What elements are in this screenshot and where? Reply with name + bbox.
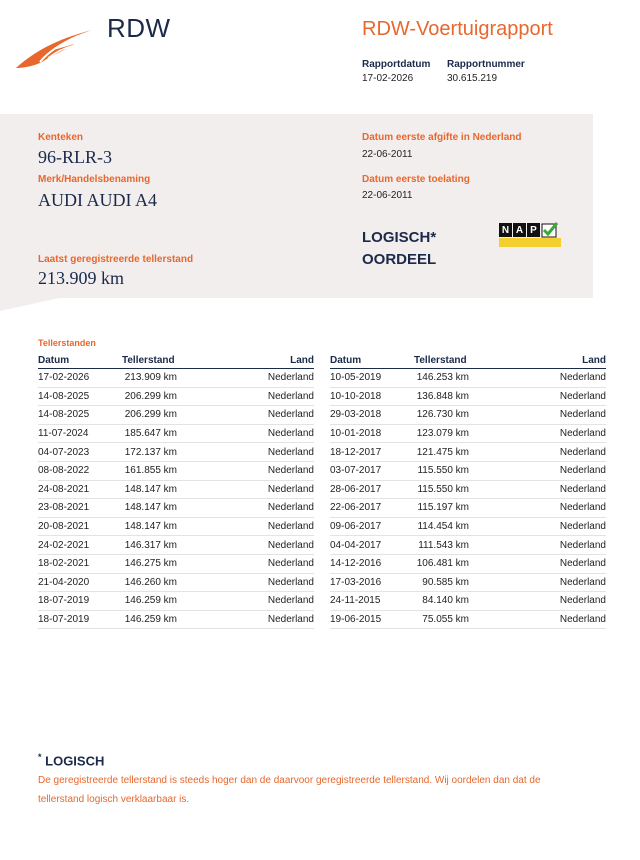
mileage-label: Laatst geregistreerde tellerstand [38,254,194,265]
table-row [38,592,314,611]
row-land: Nederland [559,576,606,588]
table-row [330,462,606,481]
row-land: Nederland [267,446,314,458]
odometer-table-title: Tellerstanden [38,338,96,348]
table-row [38,555,314,574]
table-row [330,574,606,593]
nap-letter: N [499,223,512,237]
row-stand: 90.585 km [422,576,469,588]
row-date: 20-08-2021 [38,521,90,533]
table-row [330,388,606,407]
row-stand: 146.260 km [124,576,177,588]
row-date: 04-04-2017 [330,539,382,551]
table-row [330,592,606,611]
table-row [330,555,606,574]
row-land: Nederland [559,409,606,421]
table-row [330,481,606,500]
report-number-label: Rapportnummer [447,59,525,70]
footnote-title [38,752,104,768]
row-land: Nederland [267,428,314,440]
row-stand: 185.647 km [124,428,177,440]
row-date: 18-12-2017 [330,446,382,458]
row-land: Nederland [559,390,606,402]
row-stand: 84.140 km [422,595,469,607]
row-date: 11-07-2024 [38,428,89,440]
row-stand: 115.550 km [417,483,469,495]
report-title: RDW-Voertuigrapport [362,18,553,40]
report-date-label: Rapportdatum [362,59,431,70]
table-row [330,611,606,630]
row-land: Nederland [559,465,606,477]
row-date: 10-10-2018 [330,390,382,402]
table-row [38,611,314,630]
row-date: 23-08-2021 [38,502,90,514]
row-date: 17-03-2016 [330,576,382,588]
row-stand: 126.730 km [416,409,469,421]
odometer-table-left [38,355,314,629]
table-row [330,425,606,444]
row-stand: 111.543 km [418,539,469,551]
row-stand: 213.909 km [124,372,177,384]
row-date: 14-08-2025 [38,409,90,421]
plate-label: Kenteken [38,132,84,143]
row-date: 24-11-2015 [330,595,381,607]
footnote-text: De geregistreerde tellerstand is steeds hoger dan de daarvoor geregistreerde tellerstand. Wij oordelen dan dat de tellerstand logisch verklaarbaar is. [38,775,541,805]
row-stand: 146.253 km [416,372,469,384]
report-number-value: 30.615.219 [447,73,498,84]
row-stand: 75.055 km [422,614,469,626]
row-stand: 115.550 km [417,465,469,477]
row-land: Nederland [559,521,606,533]
row-date: 28-06-2017 [330,483,382,495]
row-date: 04-07-2023 [38,446,90,458]
row-stand: 148.147 km [124,483,177,495]
report-date-value: 17-02-2026 [362,73,414,84]
header-date: Datum [38,355,70,366]
row-stand: 115.197 km [417,502,469,514]
header-stand: Tellerstand [122,355,175,366]
row-date: 22-06-2017 [330,502,382,514]
row-stand: 206.299 km [124,409,177,421]
row-stand: 146.275 km [124,558,177,570]
table-row [38,574,314,593]
row-land: Nederland [267,595,314,607]
row-land: Nederland [267,521,314,533]
report-number [447,59,525,84]
row-stand: 148.147 km [124,521,177,533]
row-land: Nederland [559,372,606,384]
table-row [38,388,314,407]
verdict-line2: OORDEEL [362,251,437,268]
brand-name: RDW [107,13,171,43]
row-stand: 161.855 km [124,465,177,477]
row-stand: 146.259 km [124,595,177,607]
row-land: Nederland [559,446,606,458]
row-stand: 146.317 km [124,539,177,551]
row-stand: 106.481 km [416,558,469,570]
row-land: Nederland [267,539,314,551]
row-date: 24-08-2021 [38,483,90,495]
row-date: 19-06-2015 [330,614,382,626]
row-date: 18-07-2019 [38,614,90,626]
row-land: Nederland [267,483,314,495]
first-issue-nl-label: Datum eerste afgifte in Nederland [362,132,522,143]
row-date: 17-02-2026 [38,372,90,384]
row-date: 08-08-2022 [38,465,90,477]
row-land: Nederland [559,595,606,607]
row-stand: 146.259 km [124,614,177,626]
first-admission-value: 22-06-2011 [362,190,413,201]
header-stand: Tellerstand [414,355,467,366]
row-land: Nederland [267,558,314,570]
row-date: 18-07-2019 [38,595,90,607]
table-row [38,499,314,518]
row-date: 14-08-2025 [38,390,90,402]
table-row [38,406,314,425]
check-icon [541,221,559,239]
row-land: Nederland [267,502,314,514]
row-date: 24-02-2021 [38,539,90,551]
table-row [38,443,314,462]
row-date: 10-05-2019 [330,372,382,384]
make-value: AUDI AUDI A4 [38,190,157,210]
rdw-logo-icon [14,22,94,72]
make-label: Merk/Handelsbenaming [38,174,151,185]
row-land: Nederland [559,539,606,551]
row-land: Nederland [559,483,606,495]
table-row [38,481,314,500]
row-land: Nederland [267,465,314,477]
table-row [38,369,314,388]
row-date: 03-07-2017 [330,465,382,477]
row-date: 09-06-2017 [330,521,382,533]
row-stand: 123.079 km [416,428,469,440]
row-stand: 114.454 km [417,521,469,533]
report-date [362,59,430,84]
table-row [330,499,606,518]
first-issue-nl-value: 22-06-2011 [362,149,413,160]
table-row [38,536,314,555]
table-row [330,406,606,425]
verdict [362,227,436,271]
row-land: Nederland [267,372,314,384]
nap-letter: A [513,223,526,237]
table-row [330,518,606,537]
row-stand: 148.147 km [124,502,177,514]
row-date: 14-12-2016 [330,558,382,570]
row-stand: 121.475 km [416,446,469,458]
nap-badge [499,223,561,247]
table-row [38,518,314,537]
nap-letter: P [527,223,540,237]
row-land: Nederland [559,558,606,570]
table-row [38,425,314,444]
footnote-star: * [38,752,42,762]
row-stand: 206.299 km [124,390,177,402]
row-date: 29-03-2018 [330,409,382,421]
plate-value: 96-RLR-3 [38,147,112,167]
footnote-title-text: LOGISCH [45,753,105,769]
row-land: Nederland [559,428,606,440]
odometer-table-right [330,355,606,629]
table-row [330,443,606,462]
row-land: Nederland [559,614,606,626]
row-land: Nederland [267,614,314,626]
table-row [330,369,606,388]
table-header [38,355,314,369]
verdict-line1: LOGISCH* [362,229,437,246]
panel-notch [0,297,64,311]
table-row [330,536,606,555]
first-admission-label: Datum eerste toelating [362,174,470,185]
row-stand: 172.137 km [124,446,177,458]
row-land: Nederland [267,576,314,588]
mileage-value: 213.909 km [38,268,125,288]
row-date: 10-01-2018 [330,428,382,440]
header-date: Datum [330,355,362,366]
nap-stripe [499,238,561,247]
table-row [38,462,314,481]
header-land: Land [582,355,606,366]
table-header [330,355,606,369]
row-date: 21-04-2020 [38,576,90,588]
row-stand: 136.848 km [416,390,469,402]
row-date: 18-02-2021 [38,558,90,570]
header-land: Land [290,355,314,366]
row-land: Nederland [559,502,606,514]
row-land: Nederland [267,409,314,421]
row-land: Nederland [267,390,314,402]
